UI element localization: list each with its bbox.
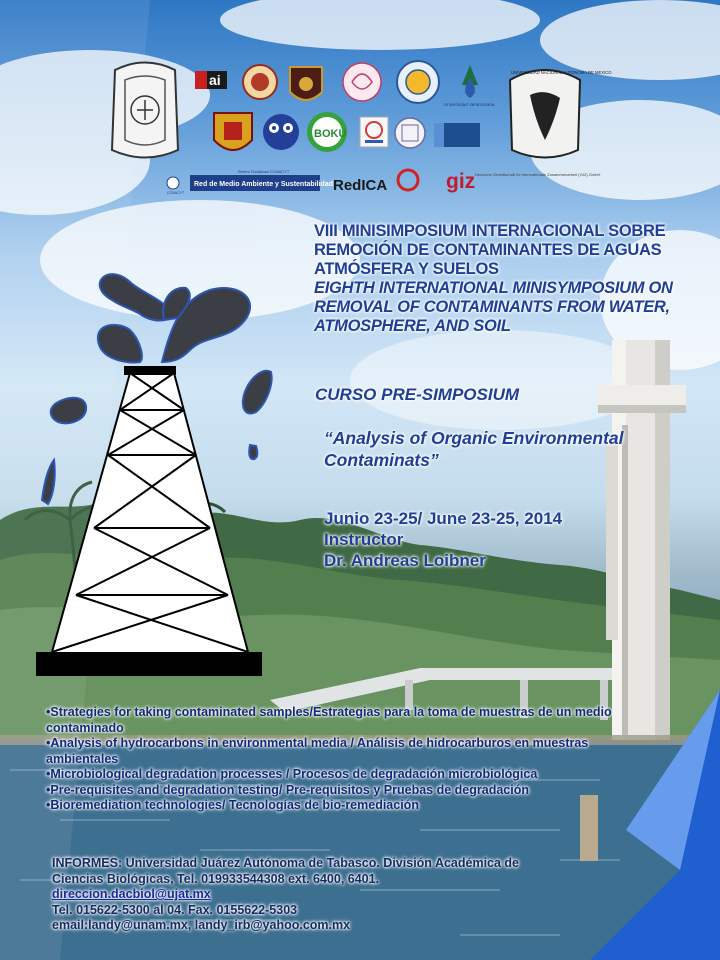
svg-text:UNIVERSIDAD NACIONAL AUTONOMA: UNIVERSIDAD NACIONAL AUTONOMA DE MEXICO	[511, 70, 612, 75]
topic-item: •Strategies for taking contaminated samples/Estrategias para la toma de muestras de un medio contaminado	[46, 705, 612, 735]
course-details	[324, 508, 562, 571]
info-line: INFORMES: Universidad Juárez Autónoma de Tabasco. División Académica de	[52, 856, 520, 870]
info-line: Tel. 015622-5300 al 04. Fax. 0155622-5303	[52, 902, 298, 917]
course-title	[324, 427, 704, 471]
topic-item: •Pre-requisites and degradation testing/ Pre-requisitos y Pruebas de degradación	[46, 782, 529, 797]
svg-text:ai: ai	[209, 72, 221, 88]
title-en-line: REMOVAL OF CONTAMINANTS FROM WATER,	[314, 298, 670, 316]
course-dates: Junio 23-25/ June 23-25, 2014	[324, 509, 563, 528]
course-title-line: Contaminats”	[324, 450, 439, 470]
title-en-line: EIGHTH INTERNATIONAL MINISYMPOSIUM ON	[314, 279, 673, 297]
title-es-line: VIII MINISIMPOSIUM INTERNACIONAL SOBRE	[314, 222, 666, 240]
instructor-name: Dr. Andreas Loibner	[324, 551, 486, 570]
contact-info	[52, 856, 612, 934]
topics-list	[46, 705, 626, 814]
svg-text:Redes Temáticas CONACYT: Redes Temáticas CONACYT	[238, 169, 290, 174]
svg-text:Red de Medio Ambiente y Susten: Red de Medio Ambiente y Sustentabilidad	[194, 181, 333, 188]
course-label: CURSO PRE-SIMPOSIUM	[315, 385, 520, 404]
svg-text:giz: giz	[446, 170, 476, 193]
title-es-line: REMOCIÓN DE CONTAMINANTES DE AGUAS	[314, 241, 662, 259]
instructor-label: Instructor	[324, 530, 404, 549]
contact-email-link[interactable]: direccion.dacbiol@ujat.mx	[52, 887, 211, 901]
svg-text:BOKU: BOKU	[314, 128, 347, 140]
svg-text:Deutsche Gesellschaft für Inte: Deutsche Gesellschaft für Internationale Zusammenarbeit (GIZ) GmbH	[475, 172, 601, 177]
title-english	[314, 279, 714, 336]
title-es-line: ATMÓSFERA Y SUELOS	[314, 260, 499, 278]
svg-text:Universidad Veracruzana: Universidad Veracruzana	[444, 102, 495, 107]
course-title-line: “Analysis of Organic Environmental	[324, 428, 624, 448]
info-line: email:landy@unam.mx, landy_irb@yahoo.com.mx	[52, 918, 351, 932]
topic-item: •Microbiological degradation processes / Procesos de degradación microbiológica	[46, 767, 538, 781]
svg-text:CONACYT: CONACYT	[167, 191, 185, 195]
topic-item: •Bioremediation technologies/ Tecnologías de bio-remediación	[46, 798, 419, 812]
topic-item: •Analysis of hydrocarbons in environmental media / Análisis de hidrocarburos en muestras ambientales	[46, 736, 589, 766]
title-en-line: ATMOSPHERE, AND SOIL	[314, 317, 511, 335]
info-line: Ciencias Biológicas, Tel. 019933544308 ext. 6400, 6401.	[52, 871, 380, 886]
svg-text:RedICA: RedICA	[333, 177, 388, 194]
title-spanish	[314, 222, 714, 279]
